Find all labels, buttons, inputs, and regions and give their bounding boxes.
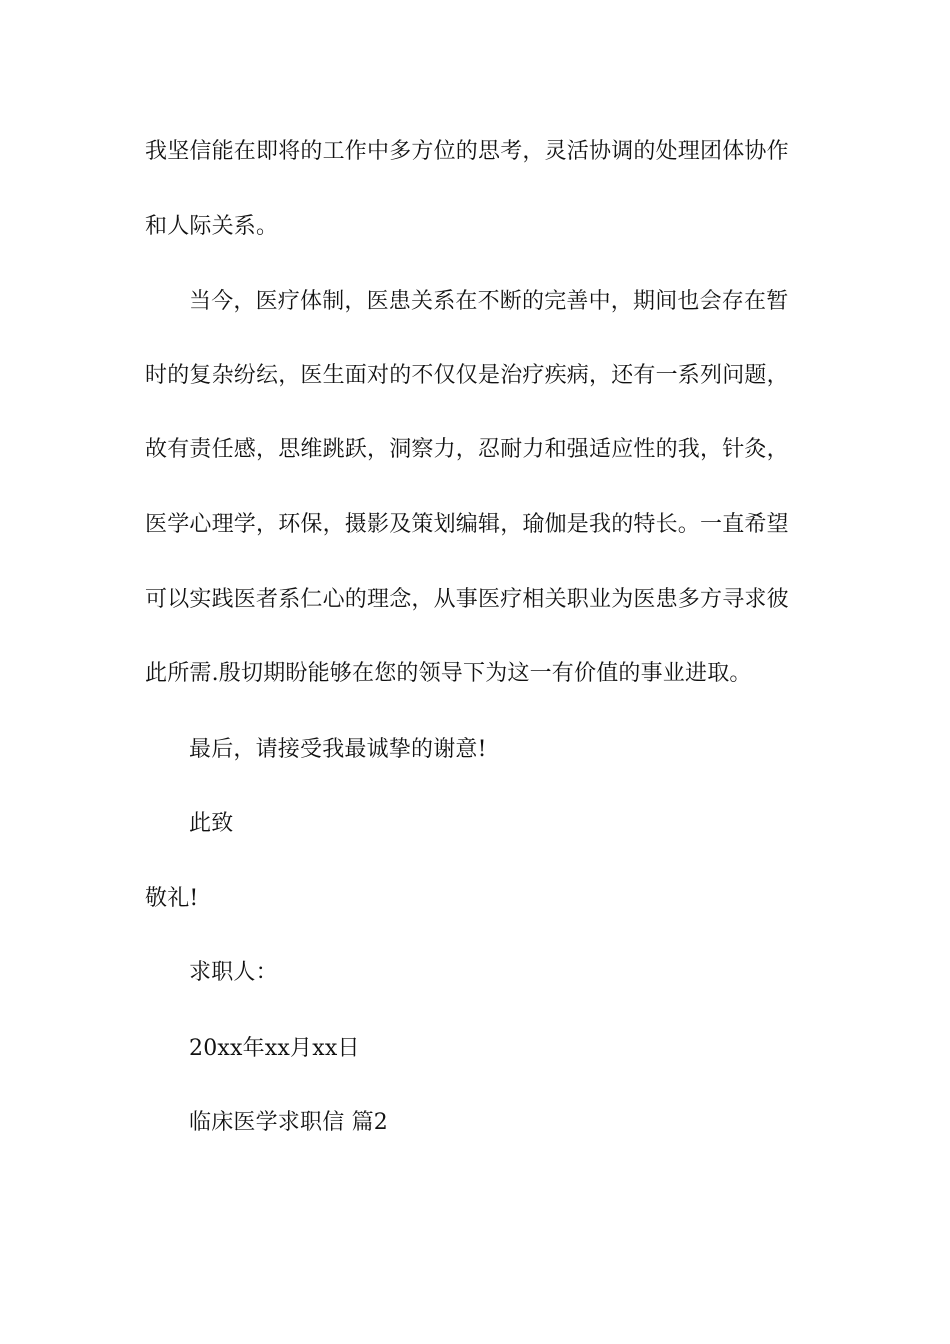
salutation-cizhi: 此致: [189, 811, 234, 836]
applicant-label: 求职人：: [189, 960, 278, 985]
paragraph-line: 当今，医疗体制，医患关系在不断的完善中，期间也会存在暂: [189, 289, 789, 314]
paragraph-line: 此所需.殷切期盼能够在您的领导下为这一有价值的事业进取。: [145, 661, 752, 686]
closing-thanks: 最后，请接受我最诚挚的谢意!: [189, 737, 487, 762]
paragraph-line: 医学心理学，环保，摄影及策划编辑，瑜伽是我的特长。一直希望: [145, 512, 789, 537]
paragraph-line: 我坚信能在即将的工作中多方位的思考，灵活协调的处理团体协作: [145, 139, 789, 164]
date-line: 20xx年xx月xx日: [189, 1036, 360, 1061]
paragraph-line: 可以实践医者系仁心的理念，从事医疗相关职业为医患多方寻求彼: [145, 587, 789, 612]
paragraph-line: 和人际关系。: [145, 214, 279, 239]
section-heading: 临床医学求职信 篇2: [189, 1110, 388, 1135]
paragraph-line: 故有责任感，思维跳跃，洞察力，忍耐力和强适应性的我，针灸，: [145, 437, 789, 462]
salutation-jingli: 敬礼!: [145, 886, 199, 911]
paragraph-line: 时的复杂纷纭，医生面对的不仅仅是治疗疾病，还有一系列问题，: [145, 363, 789, 388]
